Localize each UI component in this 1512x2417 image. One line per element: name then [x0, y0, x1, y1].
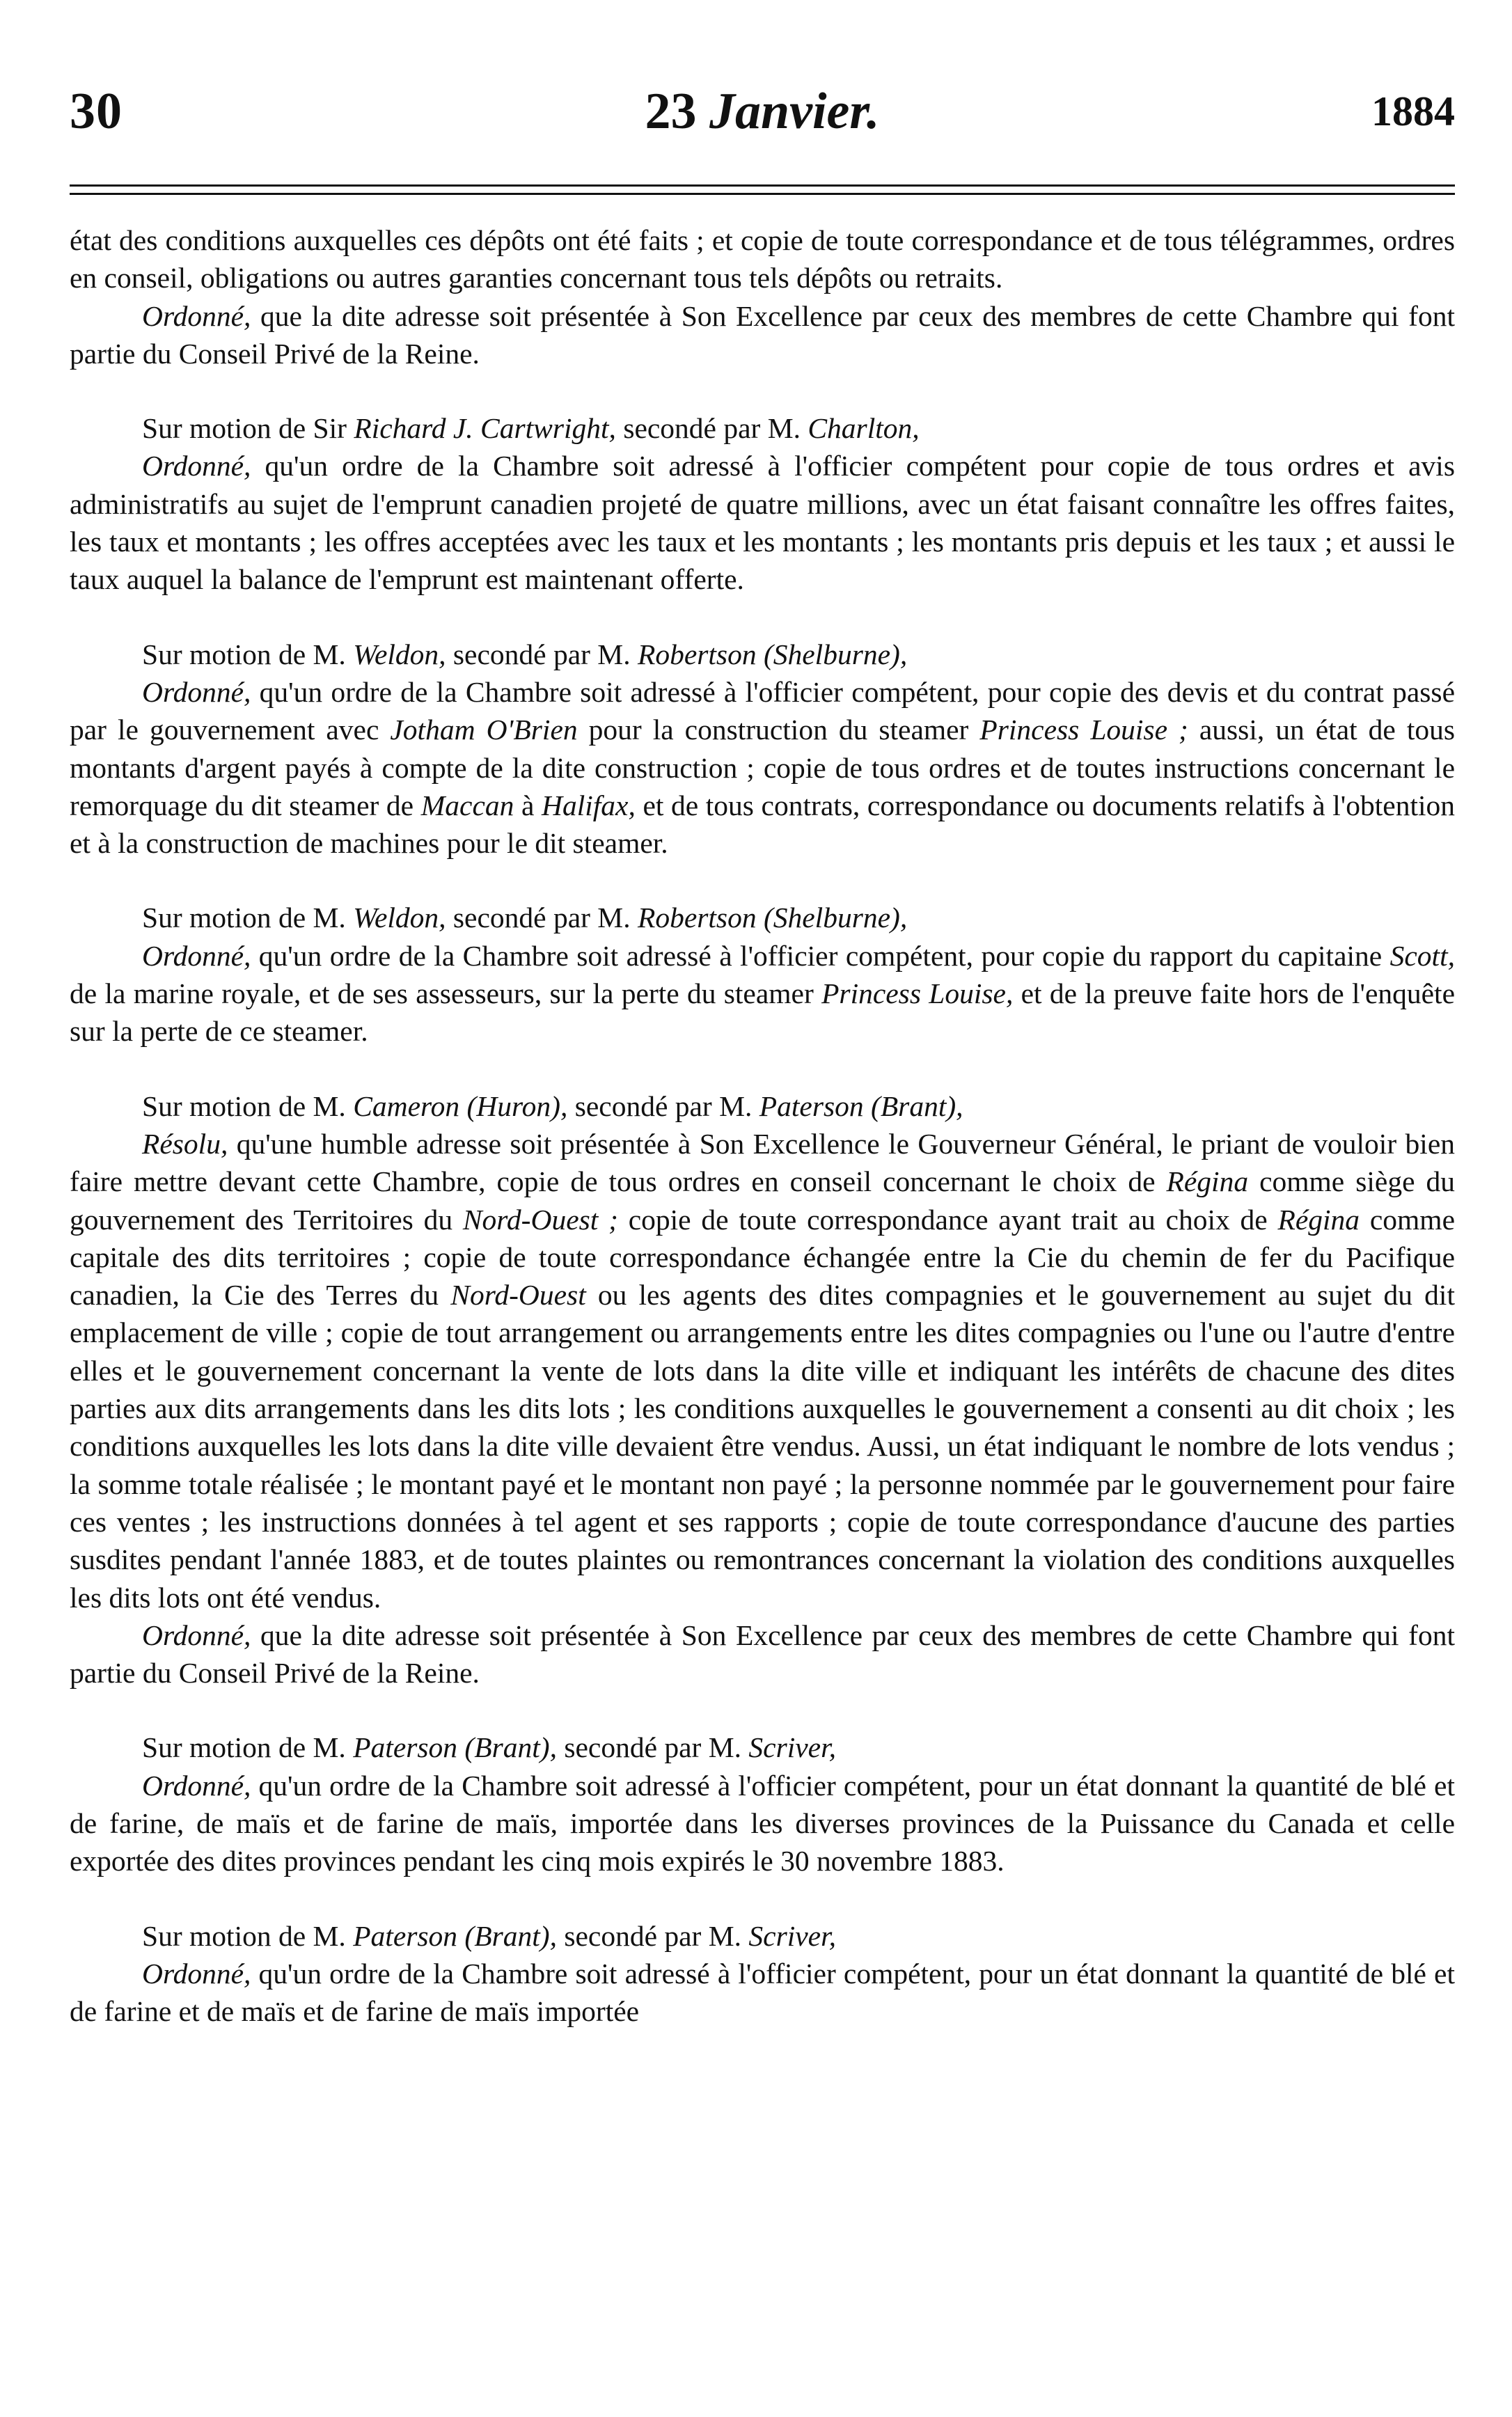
italic-text-run: Scriver,: [748, 1919, 837, 1952]
paragraph-p7: [70, 899, 1455, 936]
paragraph-p3: [70, 409, 1455, 447]
text-run: pour la construction du steamer: [577, 714, 980, 746]
paragraph-p1: [70, 221, 1455, 297]
italic-text-run: Charlton,: [808, 412, 920, 445]
text-run: ou les agents des dites compagnies et le gouvernement au sujet du dit emplacement de ville ; copie de tout arrangement ou arrangements entre les dites compagnies ou l'une ou l'autre d'entre elles et le gouvernement concernant la vente de lots dans la dite ville et indiquant les intérêts de chacune des dites parties aux dits arrangements dans les dits lots ; les conditions auxquelles le gouvernement a consenti au dit choix ; les conditions auxquelles les lots dans la dite ville devaient être vendus. Aussi, un état indiquant le nombre de lots vendus ; la somme totale réalisée ; le montant payé et le montant non payé ; la personne nommée par le gouvernement pour faire ces ventes ; les instructions données à tel agent et ses rapports ; copie de toute correspondance d'aucune des parties susdites pendant l'année 1883, et de toutes plaintes ou remontrances concernant la violation des conditions auxquelles les dits lots ont été vendus.: [70, 1279, 1455, 1614]
page-year: 1884: [1371, 88, 1455, 134]
italic-text-run: Ordonné,: [142, 1619, 251, 1651]
italic-text-run: Weldon,: [353, 638, 446, 670]
italic-text-run: Ordonné,: [142, 299, 251, 332]
text-run: secondé par M.: [556, 1919, 749, 1952]
text-run: Sur motion de Sir: [142, 412, 354, 445]
paragraph-p11: [70, 1616, 1455, 1692]
paragraph-p15: [70, 1955, 1455, 2031]
italic-text-run: Weldon,: [353, 902, 446, 934]
date-day: 23: [645, 83, 697, 140]
italic-text-run: Paterson (Brant),: [759, 1089, 963, 1122]
text-run: comme siège du gouvernement des Territoires du: [70, 1165, 1456, 1236]
page-date-heading: [70, 82, 1455, 141]
text-run: secondé par M.: [567, 1089, 759, 1122]
text-run: aussi, un état de tous montants d'argent payés à compte de la dite construction ; copie de tous ordres et de toutes instructions concernant le remorquage du dit steamer de: [70, 714, 1456, 821]
italic-text-run: Jotham O'Brien: [390, 714, 578, 746]
text-run: Sur motion de M.: [142, 1731, 354, 1764]
italic-text-run: Ordonné,: [142, 1769, 251, 1802]
italic-text-run: Ordonné,: [142, 675, 251, 708]
italic-text-run: Résolu,: [142, 1127, 228, 1160]
italic-text-run: Paterson (Brant),: [353, 1731, 557, 1764]
text-run: que la dite adresse soit présentée à Son Excellence par ceux des membres de cette Chambre qui font partie du Conseil Privé de la Reine.: [70, 299, 1455, 370]
italic-text-run: Robertson (Shelburne),: [637, 902, 908, 934]
text-run: secondé par M.: [556, 1731, 749, 1764]
paragraph-p2: [70, 297, 1455, 373]
italic-text-run: Halifax,: [542, 789, 636, 821]
text-run: qu'un ordre de la Chambre soit adressé à l'officier compétent pour copie de tous ordres et avis administratifs au sujet de l'emprunt canadien projeté de quatre millions, avec un état faisant connaître les offres faites, les taux et montants ; les offres acceptées avec les taux et les montants ; les montants pris depuis et les taux ; et aussi le taux auquel la balance de l'emprunt est maintenant offerte.: [70, 450, 1455, 596]
text-run: Sur motion de M.: [142, 1919, 354, 1952]
date-month: Janvier.: [709, 83, 880, 140]
italic-text-run: Régina: [1277, 1203, 1360, 1236]
italic-text-run: Robertson (Shelburne),: [637, 638, 908, 670]
italic-text-run: Scriver,: [748, 1731, 837, 1764]
italic-text-run: Ordonné,: [142, 450, 251, 482]
paragraph-p13: [70, 1767, 1455, 1880]
page-body: [70, 221, 1455, 2030]
text-run: qu'un ordre de la Chambre soit adressé à l'officier compétent, pour copie des devis et du contrat passé par le gouvernement avec: [70, 675, 1455, 746]
italic-text-run: Ordonné,: [142, 1957, 251, 1990]
text-run: et de tous contrats, correspondance ou documents relatifs à l'obtention et à la construction de machines pour le dit steamer.: [70, 789, 1455, 860]
italic-text-run: Scott,: [1389, 939, 1455, 972]
text-run: secondé par M.: [446, 638, 638, 670]
paragraph-p8: [70, 937, 1455, 1050]
header-rule-top: [70, 184, 1455, 187]
page-number: 30: [70, 83, 123, 140]
text-run: qu'un ordre de la Chambre soit adressé à l'officier compétent, pour copie du rapport du capitaine: [251, 939, 1390, 972]
paragraph-p10: [70, 1125, 1455, 1616]
paragraph-p9: [70, 1087, 1455, 1125]
text-run: état des conditions auxquelles ces dépôts ont été faits ; et copie de toute correspondance et de tous télégrammes, ordres en conseil, obligations ou autres garanties concernant tous tels dépôts ou retraits.: [70, 224, 1455, 294]
paragraph-p5: [70, 636, 1455, 673]
header-rule-bottom: [70, 193, 1455, 195]
text-run: de la marine royale, et de ses assesseurs, sur la perte du steamer: [70, 977, 822, 1010]
italic-text-run: Cameron (Huron),: [353, 1089, 568, 1122]
text-run: qu'une humble adresse soit présentée à Son Excellence le Gouverneur Général, le priant de vouloir bien faire mettre devant cette Chambre, copie de tous ordres en conseil concernant le choix de: [70, 1127, 1455, 1198]
italic-text-run: Ordonné,: [142, 939, 251, 972]
text-run: et de la preuve faite hors de l'enquête sur la perte de ce steamer.: [70, 977, 1455, 1048]
text-run: Sur motion de M.: [142, 638, 354, 670]
text-run: comme capitale des dits territoires ; copie de toute correspondance échangée entre la Cie du chemin de fer du Pacifique canadien, la Cie des Terres du: [70, 1203, 1456, 1312]
text-run: Sur motion de M.: [142, 902, 354, 934]
text-run: secondé par M.: [615, 412, 808, 445]
italic-text-run: Paterson (Brant),: [353, 1919, 557, 1952]
paragraph-p4: [70, 447, 1455, 598]
italic-text-run: Richard J. Cartwright,: [354, 412, 616, 445]
paragraph-p12: [70, 1729, 1455, 1766]
italic-text-run: Nord-Ouest ;: [462, 1203, 618, 1236]
text-run: qu'un ordre de la Chambre soit adressé à l'officier compétent, pour un état donnant la quantité de blé et de farine, de maïs et de farine de maïs, importée dans les diverses provinces de la Puissance du Canada et celle exportée des dites provinces pendant les cinq mois expirés le 30 novembre 1883.: [70, 1769, 1455, 1877]
text-run: que la dite adresse soit présentée à Son Excellence par ceux des membres de cette Chambre qui font partie du Conseil Privé de la Reine.: [70, 1619, 1455, 1690]
text-run: copie de toute correspondance ayant trait au choix de: [617, 1203, 1278, 1236]
page-header: [70, 82, 1455, 145]
italic-text-run: Princess Louise ;: [979, 714, 1188, 746]
italic-text-run: Maccan: [420, 789, 514, 821]
text-run: Sur motion de M.: [142, 1089, 354, 1122]
italic-text-run: Princess Louise,: [821, 977, 1014, 1010]
text-run: secondé par M.: [446, 902, 638, 934]
text-run: à: [514, 789, 542, 821]
paragraph-p6: [70, 673, 1455, 862]
italic-text-run: Régina: [1166, 1165, 1249, 1198]
paragraph-p14: [70, 1917, 1455, 1955]
text-run: qu'un ordre de la Chambre soit adressé à l'officier compétent, pour un état donnant la quantité de blé et de farine et de maïs et de farine de maïs importée: [70, 1957, 1455, 2028]
journal-page: [70, 0, 1455, 2417]
italic-text-run: Nord-Ouest: [450, 1279, 586, 1312]
